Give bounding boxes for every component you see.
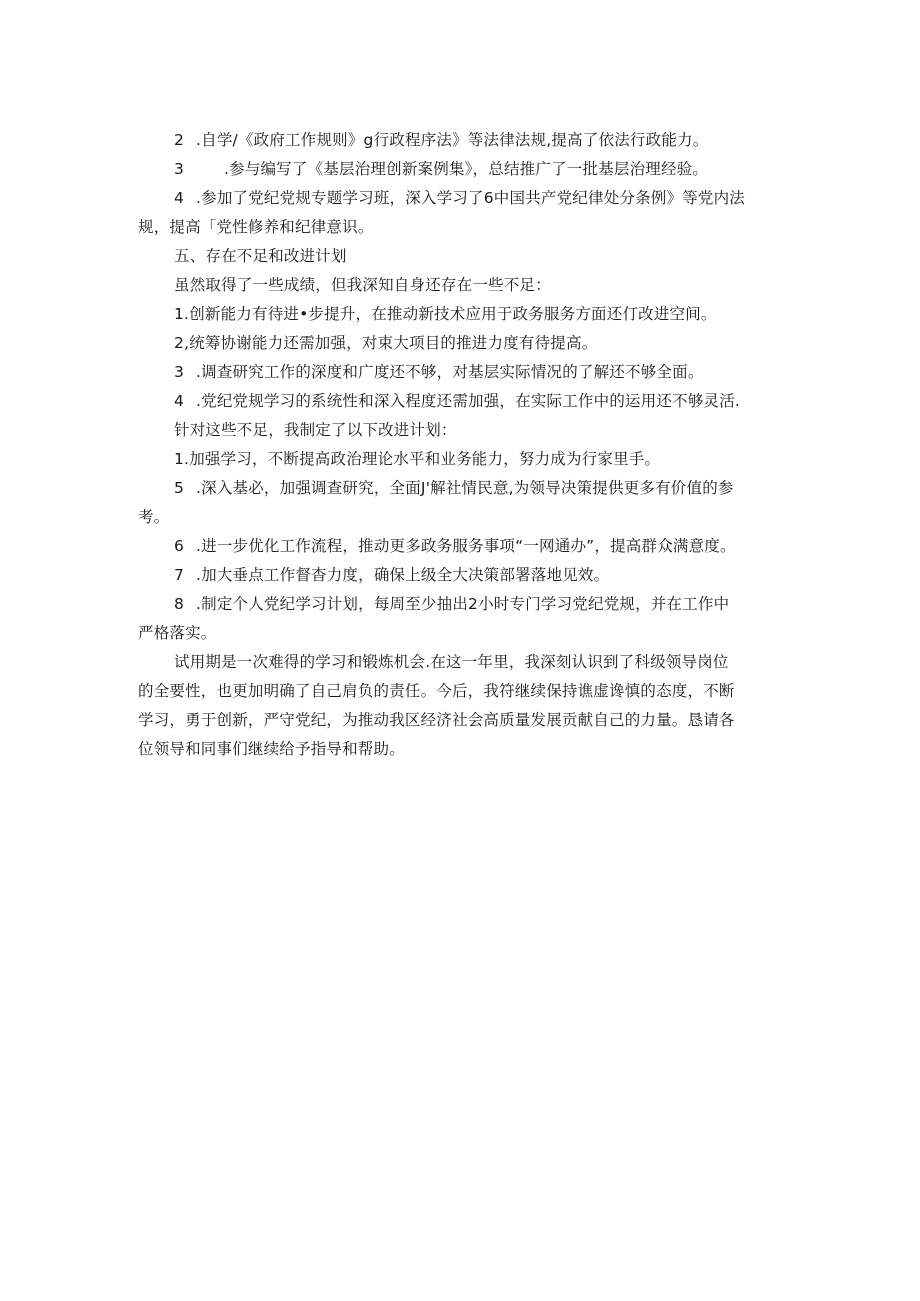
- paragraph-line: [138, 474, 798, 503]
- list-number: 6: [174, 537, 185, 555]
- list-number: 5: [174, 479, 185, 497]
- list-number: 2: [174, 131, 185, 149]
- paragraph-line: [138, 329, 798, 358]
- line-text: 考。: [138, 508, 170, 526]
- line-text: 2,统筹协谢能力还需加强，对束大项目的推进力度有待提高。: [174, 334, 598, 352]
- paragraph-line-continuation: [138, 677, 798, 706]
- paragraph-line: [138, 648, 798, 677]
- line-text: 五、存在不足和改进计划: [174, 247, 347, 265]
- line-text: .参加了党纪党规专题学习班，深入学习了6中国共产党纪律处分条例》等党内法: [196, 189, 745, 207]
- line-text: 的全要性，也更加明确了自己肩负的责任。今后，我符继续保持谯虚谗慎的态度，不断: [138, 682, 735, 700]
- paragraph-line: [138, 445, 798, 474]
- paragraph-line: [138, 358, 798, 387]
- paragraph-line: [138, 590, 798, 619]
- paragraph-line-continuation: [138, 503, 798, 532]
- line-text: 规，提高「党性修养和纪律意识。: [138, 218, 374, 236]
- paragraph-line: [138, 155, 798, 184]
- paragraph-line: [138, 561, 798, 590]
- line-text: 学习，勇于创新，严守党纪，为推动我区经济社会高质量发展贡献自己的力量。恳请各: [138, 711, 735, 729]
- paragraph-line: [138, 387, 798, 416]
- line-text: 针对这些不足，我制定了以下改进计划：: [174, 421, 457, 439]
- line-text: 虽然取得了一些成绩，但我深知自身还存在一些不足：: [174, 276, 551, 294]
- line-text: 位领导和同事们继续给予指导和帮助。: [138, 740, 405, 758]
- section-heading: [138, 242, 798, 271]
- paragraph-line-continuation: [138, 735, 798, 764]
- list-number: 4: [174, 189, 185, 207]
- paragraph-line-continuation: [138, 706, 798, 735]
- line-text: .自学/《政府工作规则》g行政程序法》等法律法规,提高了依法行政能力。: [196, 131, 709, 149]
- line-text: .加大垂点工作督杳力度，确保上级全大决策部署落地见效。: [196, 566, 610, 584]
- line-text: .制定个人党纪学习计划，每周至少抽出2小时专门学习党纪党规，并在工作中: [196, 595, 730, 613]
- line-text: 试用期是一次难得的学习和锻炼机会.在这一年里，我深刻认识到了科级领导岗位: [174, 653, 729, 671]
- paragraph-line: [138, 532, 798, 561]
- line-text: .党纪党规学习的系统性和深入程度还需加强，在实际工作中的运用还不够灵活.: [196, 392, 741, 410]
- list-number: 4: [174, 392, 185, 410]
- list-number: 3: [174, 363, 185, 381]
- paragraph-line-continuation: [138, 619, 798, 648]
- line-text: .调查研究工作的深度和广度还不够，对基层实际情况的了解还不够全面。: [196, 363, 704, 381]
- paragraph-line: [138, 416, 798, 445]
- paragraph-line: [138, 300, 798, 329]
- line-text: 1.创新能力有待进•步提升，在推动新技术应用于政务服务方面还仃改进空间。: [174, 305, 717, 323]
- list-number: 3: [174, 160, 185, 178]
- list-number: 7: [174, 566, 185, 584]
- document-body: [138, 126, 798, 764]
- paragraph-line: [138, 126, 798, 155]
- list-number: 8: [174, 595, 185, 613]
- paragraph-line-continuation: [138, 213, 798, 242]
- line-text: 严格落实。: [138, 624, 217, 642]
- paragraph-line: [138, 271, 798, 300]
- line-text: .进一步优化工作流程，推动更多政务服务事项“一网通办”，提高群众满意度。: [196, 537, 736, 555]
- line-text: 1.加强学习，不断提高政治理论水平和业务能力，努力成为行家里手。: [174, 450, 661, 468]
- paragraph-line: [138, 184, 798, 213]
- line-text: .深入基必，加强调查研究，全面J'解社情民意,为领导决策提供更多有价值的参: [196, 479, 734, 497]
- line-text: .参与编写了《基层治理创新案例集》，总结推广了一批基层治理经验。: [224, 160, 709, 178]
